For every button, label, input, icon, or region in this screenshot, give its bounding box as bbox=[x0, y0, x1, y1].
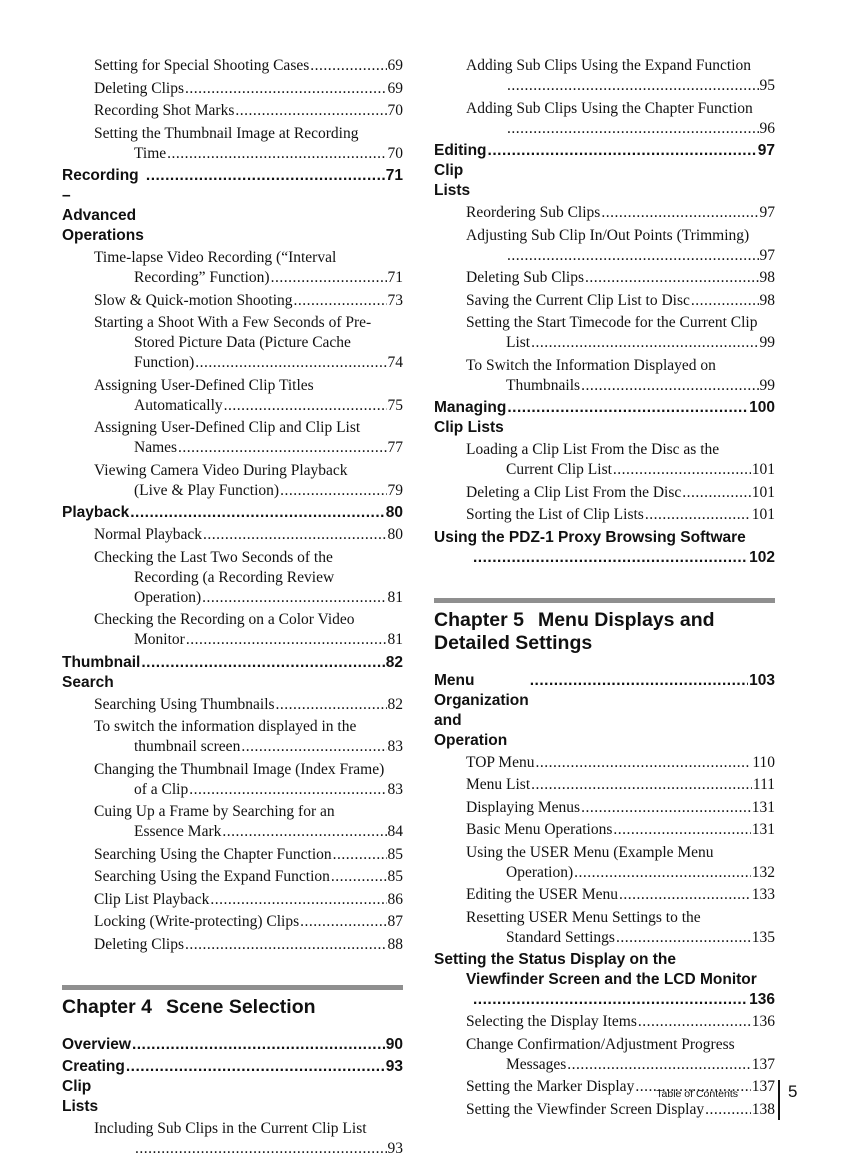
toc-entry[interactable] bbox=[62, 912, 403, 932]
toc-entry[interactable] bbox=[434, 1012, 775, 1032]
entry-page: 138 bbox=[751, 1100, 775, 1118]
heading-page: 82 bbox=[385, 653, 403, 671]
toc-entry[interactable] bbox=[434, 820, 775, 840]
toc-entry[interactable] bbox=[62, 461, 403, 501]
entry-title: Searching Using Thumbnails bbox=[94, 695, 275, 713]
entry-page: 101 bbox=[751, 461, 775, 478]
heading-title: Playback bbox=[62, 504, 130, 521]
entry-page: 87 bbox=[387, 913, 403, 930]
entry-page: 75 bbox=[387, 396, 403, 414]
toc-entry[interactable] bbox=[62, 418, 403, 458]
entry-page: 98 bbox=[759, 269, 775, 286]
entry-title: Setting the Marker Display bbox=[466, 1078, 635, 1095]
toc-entry[interactable] bbox=[434, 505, 775, 525]
entry-title: Checking the Recording on a Color Video bbox=[94, 611, 355, 628]
toc-entry[interactable] bbox=[434, 268, 775, 288]
entry-title: To Switch the Information Displayed on bbox=[466, 356, 716, 374]
chapter-number: Chapter 4 bbox=[62, 995, 152, 1018]
heading-page: 71 bbox=[385, 167, 403, 184]
leader-dots bbox=[189, 780, 386, 800]
entry-page: 131 bbox=[751, 798, 775, 816]
toc-left-column bbox=[62, 56, 403, 1161]
entry-title-cont: Automatically bbox=[134, 396, 223, 414]
heading-title: Thumbnail Search bbox=[62, 653, 141, 691]
entry-page: 135 bbox=[751, 928, 775, 946]
leader-dots bbox=[132, 1035, 385, 1055]
entry-page: 80 bbox=[387, 526, 403, 543]
leader-dots bbox=[691, 291, 759, 311]
entry-title: Including Sub Clips in the Current Clip List bbox=[94, 1119, 367, 1137]
entry-page: 101 bbox=[751, 483, 775, 501]
heading-title: Managing Clip Lists bbox=[434, 399, 507, 436]
entry-page: 132 bbox=[751, 863, 775, 881]
entry-page: 99 bbox=[759, 334, 775, 351]
leader-dots bbox=[186, 630, 387, 650]
toc-section-heading[interactable] bbox=[434, 141, 775, 201]
entry-title-cont: Recording (a Recording Review bbox=[134, 568, 335, 586]
leader-dots bbox=[638, 1012, 751, 1032]
leader-dots bbox=[235, 101, 386, 121]
entry-page: 84 bbox=[387, 823, 403, 840]
leader-dots bbox=[146, 166, 385, 246]
heading-title: Overview bbox=[62, 1035, 131, 1053]
toc-entry[interactable] bbox=[434, 56, 775, 96]
leader-dots bbox=[141, 653, 384, 693]
entry-title: Adjusting Sub Clip In/Out Points (Trimming) bbox=[466, 226, 750, 244]
entry-title: Setting the Thumbnail Image at Recording bbox=[94, 124, 359, 142]
heading-page: 103 bbox=[749, 671, 775, 689]
entry-title: Searching Using the Expand Function bbox=[94, 868, 330, 885]
toc-entry[interactable] bbox=[62, 845, 403, 865]
toc-section-heading[interactable] bbox=[62, 1057, 403, 1117]
entry-title: Normal Playback bbox=[94, 526, 203, 543]
leader-dots bbox=[619, 885, 751, 905]
entry-page: 82 bbox=[387, 695, 403, 713]
leader-dots bbox=[645, 505, 751, 525]
entry-page: 110 bbox=[752, 753, 775, 771]
entry-title: Deleting a Clip List From the Disc bbox=[466, 483, 682, 501]
entry-page: 69 bbox=[387, 79, 403, 97]
leader-dots bbox=[294, 291, 387, 311]
toc-section-heading[interactable] bbox=[62, 653, 403, 693]
chapter-divider bbox=[434, 598, 775, 603]
leader-dots bbox=[581, 376, 758, 396]
heading-page: 97 bbox=[757, 142, 775, 159]
leader-dots bbox=[530, 671, 748, 751]
toc-section-heading[interactable] bbox=[434, 398, 775, 438]
entry-page: 131 bbox=[751, 821, 775, 838]
leader-dots bbox=[276, 695, 387, 715]
toc-entry[interactable] bbox=[62, 890, 403, 910]
entry-page: 74 bbox=[387, 354, 403, 371]
entry-title-cont: List bbox=[506, 334, 531, 351]
toc-section-heading[interactable] bbox=[434, 671, 775, 751]
entry-page: 79 bbox=[387, 481, 403, 499]
chapter-title-cont: Detailed Settings bbox=[434, 631, 593, 654]
toc-entry[interactable] bbox=[62, 1119, 403, 1159]
toc-entry[interactable] bbox=[62, 124, 403, 164]
entry-page: 88 bbox=[387, 935, 403, 953]
entry-page: 133 bbox=[751, 886, 775, 903]
toc-entry[interactable] bbox=[434, 313, 775, 353]
heading-title: Recording – Advanced Operations bbox=[62, 167, 144, 244]
entry-title: Sorting the List of Clip Lists bbox=[466, 506, 644, 523]
leader-dots bbox=[280, 481, 386, 501]
toc-section-heading[interactable] bbox=[62, 1035, 403, 1055]
toc-section-heading[interactable] bbox=[434, 950, 775, 1010]
entry-page: 81 bbox=[387, 588, 403, 606]
entry-title: Locking (Write-protecting) Clips bbox=[94, 913, 300, 930]
toc-entry[interactable] bbox=[434, 356, 775, 396]
toc-entry[interactable] bbox=[434, 483, 775, 503]
leader-dots bbox=[202, 588, 386, 608]
entry-page: 86 bbox=[387, 890, 403, 908]
entry-title: Setting for Special Shooting Cases bbox=[94, 57, 310, 74]
leader-dots bbox=[507, 119, 759, 139]
leader-dots bbox=[682, 483, 750, 503]
leader-dots bbox=[574, 863, 751, 883]
entry-title: Assigning User-Defined Clip and Clip List bbox=[94, 419, 361, 436]
leader-dots bbox=[331, 867, 387, 887]
leader-dots bbox=[130, 503, 385, 523]
toc-entry[interactable] bbox=[434, 843, 775, 883]
entry-title-cont: Essence Mark bbox=[134, 823, 222, 840]
heading-title: Setting the Status Display on the bbox=[434, 951, 676, 968]
entry-page: 83 bbox=[387, 780, 403, 798]
toc-entry[interactable] bbox=[62, 376, 403, 416]
chapter-divider bbox=[62, 985, 403, 990]
leader-dots bbox=[300, 912, 386, 932]
leader-dots bbox=[224, 396, 387, 416]
entry-title-cont: Standard Settings bbox=[506, 928, 615, 946]
entry-page: 95 bbox=[759, 77, 775, 94]
leader-dots bbox=[185, 935, 387, 955]
entry-title-cont: Time bbox=[134, 144, 167, 162]
leader-dots bbox=[203, 525, 386, 545]
toc-entry[interactable] bbox=[434, 1035, 775, 1075]
entry-title: Checking the Last Two Seconds of the bbox=[94, 548, 333, 566]
leader-dots bbox=[581, 798, 751, 818]
entry-title-cont: thumbnail screen bbox=[134, 738, 241, 755]
toc-entry[interactable] bbox=[62, 867, 403, 887]
entry-title: Basic Menu Operations bbox=[466, 821, 613, 838]
leader-dots bbox=[507, 398, 748, 438]
toc-entry[interactable] bbox=[434, 798, 775, 818]
chapter-title: Scene Selection bbox=[165, 995, 316, 1018]
footer-section-label: Table of Contents bbox=[656, 1088, 738, 1100]
entry-page: 93 bbox=[387, 1139, 403, 1157]
leader-dots bbox=[473, 990, 748, 1010]
toc-entry[interactable] bbox=[434, 440, 775, 480]
leader-dots bbox=[616, 928, 751, 948]
leader-dots bbox=[167, 144, 386, 164]
toc-entry[interactable] bbox=[62, 248, 403, 288]
toc-entry[interactable] bbox=[62, 610, 403, 650]
leader-dots bbox=[585, 268, 759, 288]
entry-title: To switch the information displayed in the bbox=[94, 718, 357, 735]
heading-title: Creating Clip Lists bbox=[62, 1057, 125, 1115]
entry-title-cont: Operation) bbox=[134, 588, 202, 606]
toc-entry[interactable] bbox=[62, 56, 403, 76]
heading-page: 90 bbox=[385, 1035, 403, 1053]
entry-title: Setting the Start Timecode for the Current Clip bbox=[466, 314, 758, 331]
entry-title: Change Confirmation/Adjustment Progress bbox=[466, 1035, 735, 1053]
heading-page: 80 bbox=[385, 504, 403, 521]
heading-page: 93 bbox=[385, 1057, 403, 1075]
heading-page: 136 bbox=[749, 991, 775, 1008]
leader-dots bbox=[185, 79, 387, 99]
entry-page: 96 bbox=[759, 119, 775, 137]
entry-title: Time-lapse Video Recording (“Interval bbox=[94, 249, 337, 266]
entry-page: 97 bbox=[759, 246, 775, 264]
chapter-title: Menu Displays and bbox=[537, 608, 715, 631]
toc-entry[interactable] bbox=[434, 753, 775, 773]
page-number: 5 bbox=[788, 1082, 798, 1101]
toc-entry[interactable] bbox=[62, 313, 403, 373]
entry-page: 71 bbox=[387, 269, 403, 286]
entry-title: Editing the USER Menu bbox=[466, 886, 618, 903]
heading-title-cont: Viewfinder Screen and the LCD Monitor bbox=[466, 971, 757, 988]
entry-title: Clip List Playback bbox=[94, 890, 210, 908]
entry-page: 77 bbox=[387, 439, 403, 456]
entry-title: Recording Shot Marks bbox=[94, 102, 235, 119]
toc-entry[interactable] bbox=[434, 291, 775, 311]
toc-entry[interactable] bbox=[62, 760, 403, 800]
leader-dots bbox=[310, 56, 386, 76]
entry-page: 69 bbox=[387, 57, 403, 74]
heading-title: Editing Clip Lists bbox=[434, 142, 487, 199]
toc-entry[interactable] bbox=[62, 79, 403, 99]
entry-title-cont: Function) bbox=[134, 354, 195, 371]
entry-title-cont: Messages bbox=[506, 1055, 567, 1073]
toc-entry[interactable] bbox=[434, 908, 775, 948]
entry-title: Saving the Current Clip List to Disc bbox=[466, 291, 690, 309]
toc-entry[interactable] bbox=[434, 885, 775, 905]
leader-dots bbox=[473, 548, 748, 568]
leader-dots bbox=[126, 1057, 385, 1117]
entry-title-cont: Current Clip List bbox=[506, 461, 612, 478]
heading-page: 102 bbox=[749, 548, 775, 566]
entry-title-cont: Monitor bbox=[134, 631, 185, 648]
leader-dots bbox=[488, 141, 757, 201]
toc-entry[interactable] bbox=[62, 717, 403, 757]
entry-page: 137 bbox=[751, 1055, 775, 1073]
entry-title: Viewing Camera Video During Playback bbox=[94, 461, 348, 479]
toc-entry[interactable] bbox=[62, 291, 403, 311]
entry-page: 73 bbox=[387, 291, 403, 309]
entry-title: Deleting Clips bbox=[94, 935, 184, 953]
entry-title-cont: Thumbnails bbox=[506, 376, 581, 394]
leader-dots bbox=[507, 246, 759, 266]
leader-dots bbox=[507, 76, 759, 96]
entry-title: Resetting USER Menu Settings to the bbox=[466, 908, 701, 926]
entry-title-cont: Operation) bbox=[506, 863, 574, 881]
chapter-heading[interactable] bbox=[434, 609, 775, 655]
entry-title: Loading a Clip List From the Disc as the bbox=[466, 441, 720, 458]
leader-dots bbox=[178, 438, 386, 458]
toc-section-heading[interactable] bbox=[434, 528, 775, 568]
entry-title: Starting a Shoot With a Few Seconds of Pre- bbox=[94, 314, 372, 331]
entry-title-cont: of a Clip bbox=[134, 780, 189, 798]
footer-divider bbox=[778, 1080, 780, 1120]
entry-title: Assigning User-Defined Clip Titles bbox=[94, 376, 314, 394]
toc-section-heading[interactable] bbox=[62, 503, 403, 523]
toc-entry[interactable] bbox=[62, 525, 403, 545]
leader-dots bbox=[195, 353, 386, 373]
entry-title: Deleting Clips bbox=[94, 79, 184, 97]
heading-title: Using the PDZ-1 Proxy Browsing Software bbox=[434, 528, 746, 546]
entry-page: 137 bbox=[751, 1078, 775, 1095]
toc-right-column bbox=[434, 56, 775, 1122]
toc-entry[interactable] bbox=[62, 101, 403, 121]
entry-title: Menu List bbox=[466, 776, 531, 793]
heading-page: 100 bbox=[749, 399, 775, 416]
entry-title: Searching Using the Chapter Function bbox=[94, 845, 332, 863]
entry-title-cont: Recording” Function) bbox=[134, 269, 270, 286]
toc-entry[interactable] bbox=[62, 935, 403, 955]
entry-title: Using the USER Menu (Example Menu bbox=[466, 843, 714, 861]
entry-page: 111 bbox=[752, 776, 775, 793]
entry-page: 70 bbox=[387, 102, 403, 119]
chapter-heading[interactable] bbox=[62, 996, 403, 1019]
leader-dots bbox=[210, 890, 386, 910]
leader-dots bbox=[222, 822, 386, 842]
leader-dots bbox=[601, 203, 758, 223]
entry-page: 70 bbox=[387, 144, 403, 162]
toc-entry[interactable] bbox=[434, 226, 775, 266]
entry-title: Slow & Quick-motion Shooting bbox=[94, 291, 293, 309]
entry-page: 98 bbox=[759, 291, 775, 309]
leader-dots bbox=[613, 820, 750, 840]
leader-dots bbox=[271, 268, 387, 288]
entry-page: 99 bbox=[759, 376, 775, 394]
entry-title: Setting the Viewfinder Screen Display bbox=[466, 1100, 705, 1118]
entry-title: Displaying Menus bbox=[466, 798, 581, 816]
entry-title: Changing the Thumbnail Image (Index Frame) bbox=[94, 760, 385, 778]
toc-entry[interactable] bbox=[434, 99, 775, 139]
entry-title: Selecting the Display Items bbox=[466, 1013, 637, 1030]
entry-title-cont: Names bbox=[134, 439, 178, 456]
leader-dots bbox=[531, 775, 752, 795]
entry-page: 85 bbox=[387, 845, 403, 863]
heading-title: Menu Organization and Operation bbox=[434, 671, 529, 749]
entry-title-cont: (Live & Play Function) bbox=[134, 481, 280, 499]
toc-entry[interactable] bbox=[62, 695, 403, 715]
entry-page: 97 bbox=[759, 204, 775, 221]
entry-title: Deleting Sub Clips bbox=[466, 269, 584, 286]
toc-entry[interactable] bbox=[434, 775, 775, 795]
entry-title: TOP Menu bbox=[466, 753, 535, 771]
entry-title: Cuing Up a Frame by Searching for an bbox=[94, 803, 335, 820]
toc-section-heading[interactable] bbox=[62, 166, 403, 246]
leader-dots bbox=[567, 1055, 750, 1075]
entry-page: 101 bbox=[751, 506, 775, 523]
leader-dots bbox=[333, 845, 387, 865]
leader-dots bbox=[241, 737, 386, 757]
page-footer bbox=[640, 1080, 810, 1120]
entry-title: Adding Sub Clips Using the Chapter Function bbox=[466, 99, 753, 117]
toc-entry[interactable] bbox=[62, 802, 403, 842]
entry-title-cont: Stored Picture Data (Picture Cache bbox=[134, 334, 351, 351]
entry-title: Reordering Sub Clips bbox=[466, 204, 601, 221]
entry-title: Adding Sub Clips Using the Expand Function bbox=[466, 57, 752, 74]
entry-page: 81 bbox=[387, 631, 403, 648]
entry-page: 83 bbox=[387, 738, 403, 755]
leader-dots bbox=[135, 1139, 387, 1159]
leader-dots bbox=[613, 460, 751, 480]
chapter-number: Chapter 5 bbox=[434, 608, 524, 631]
entry-page: 136 bbox=[751, 1013, 775, 1030]
entry-page: 85 bbox=[387, 868, 403, 885]
leader-dots bbox=[531, 333, 758, 353]
toc-entry[interactable] bbox=[62, 548, 403, 608]
toc-entry[interactable] bbox=[434, 203, 775, 223]
leader-dots bbox=[535, 753, 751, 773]
